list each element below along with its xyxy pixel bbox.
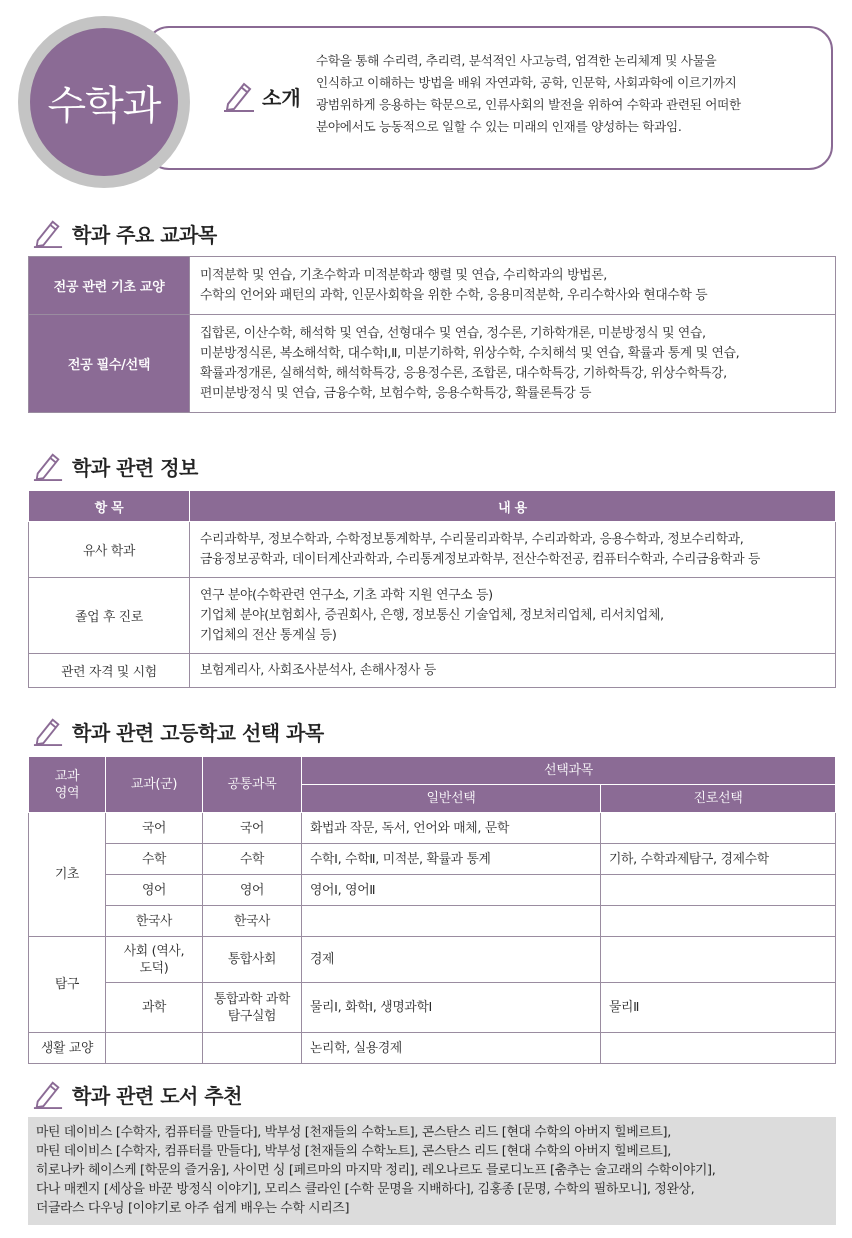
group-cell <box>106 1033 203 1064</box>
row-key: 전공 필수/선택 <box>29 315 190 413</box>
common-cell: 영어 <box>203 875 302 906</box>
common-cell: 한국사 <box>203 906 302 937</box>
header-area: 교과 영역 <box>54 768 80 801</box>
courses-table <box>28 256 836 413</box>
intro-line: 분야에서도 능동적으로 일할 수 있는 미래의 인재를 양성하는 학과임. <box>316 119 682 134</box>
career-cell <box>601 875 836 906</box>
value-line: 보험계리사, 사회조사분석사, 손해사정사 등 <box>200 662 436 678</box>
group-cell: 과학 <box>106 983 203 1033</box>
common-cell <box>203 983 302 1033</box>
career-cell <box>601 906 836 937</box>
row-value <box>190 315 836 413</box>
common-cell: 통합사회 <box>203 937 302 983</box>
general-cell: 화법과 작문, 독서, 언어와 매체, 문학 <box>302 813 601 844</box>
books-box <box>28 1117 836 1225</box>
group-cell: 한국사 <box>106 906 203 937</box>
intro-line: 수학을 통해 수리력, 추리력, 분석적인 사고능력, 엄격한 논리체계 및 사물을 <box>316 53 717 68</box>
value-line: 기업체의 전산 통계실 등) <box>200 627 337 643</box>
book-line: 더글라스 다우닝 [이야기로 아주 쉽게 배우는 수학 시리즈] <box>36 1201 350 1216</box>
area-cell: 기초 <box>29 813 106 937</box>
intro-line: 광범위하게 응용하는 학문으로, 인류사회의 발전을 위하여 수학과 관련된 어떠한 <box>316 97 741 112</box>
general-cell <box>302 906 601 937</box>
group-cell: 국어 <box>106 813 203 844</box>
common-text: 통합과학 과학탐구실험 <box>213 991 291 1024</box>
row-key: 전공 관련 기초 교양 <box>29 257 190 315</box>
column-header: 진로선택 <box>601 785 836 813</box>
value-line: 수리과학부, 정보수학과, 수학정보통계학부, 수리물리과학부, 수리과학과, 응용수학과, 정보수리학과, <box>200 531 744 547</box>
career-cell: 기하, 수학과제탐구, 경제수학 <box>601 844 836 875</box>
common-cell <box>203 1033 302 1064</box>
pencil-icon <box>32 1079 64 1109</box>
value-line: 금융정보공학과, 데이터계산과학과, 수리통계정보과학부, 전산수학전공, 컴퓨터수학과, 수리금융학과 등 <box>200 551 761 567</box>
header <box>0 0 852 200</box>
section-title-text: 학과 관련 정보 <box>72 455 198 480</box>
career-cell: 물리Ⅱ <box>601 983 836 1033</box>
table-row <box>29 257 836 315</box>
intro-line: 인식하고 이해하는 방법을 배워 자연과학, 공학, 인문학, 사회과학에 이르기까지 <box>316 75 737 90</box>
table-row <box>29 1033 836 1064</box>
intro-label <box>222 80 301 112</box>
section-title-courses <box>32 218 217 248</box>
row-key: 유사 학과 <box>29 522 190 578</box>
pencil-icon <box>32 716 64 746</box>
section-title-info <box>32 451 198 481</box>
table-row <box>29 875 836 906</box>
common-cell: 수학 <box>203 844 302 875</box>
career-cell <box>601 937 836 983</box>
table-row <box>29 578 836 654</box>
column-header <box>29 757 106 813</box>
value-line: 편미분방정식 및 연습, 금융수학, 보험수학, 응용수학특강, 확률론특강 등 <box>200 385 592 401</box>
column-header: 선택과목 <box>302 757 836 785</box>
value-line: 미적분학 및 연습, 기초수학과 미적분학과 행렬 및 연습, 수리학과의 방법론, <box>200 267 608 283</box>
general-cell: 물리Ⅰ, 화학Ⅰ, 생명과학Ⅰ <box>302 983 601 1033</box>
pencil-icon <box>32 218 64 248</box>
pencil-icon <box>222 80 256 112</box>
section-title-text: 학과 관련 고등학교 선택 과목 <box>72 720 324 745</box>
value-line: 수학의 언어와 패턴의 과학, 인문사회학을 위한 수학, 응용미적분학, 우리수학사와 현대수학 등 <box>200 287 708 303</box>
value-line: 확률과정개론, 실해석학, 해석학특강, 응용정수론, 조합론, 대수학특강, 기하학특강, 위상수학특강, <box>200 365 727 381</box>
table-row <box>29 522 836 578</box>
column-header: 공통과목 <box>203 757 302 813</box>
column-header: 항 목 <box>29 491 190 522</box>
table-header-row <box>29 491 836 522</box>
area-cell: 생활 교양 <box>29 1033 106 1064</box>
book-line: 마틴 데이비스 [수학자, 컴퓨터를 만들다], 박부성 [천재들의 수학노트], 콘스탄스 리드 [현대 수학의 아버지 힐베르트], <box>36 1144 671 1159</box>
book-line: 마틴 데이비스 [수학자, 컴퓨터를 만들다], 박부성 [천재들의 수학노트], 콘스탄스 리드 [현대 수학의 아버지 힐베르트], <box>36 1125 671 1140</box>
table-row <box>29 654 836 688</box>
table-row <box>29 983 836 1033</box>
value-line: 연구 분야(수학관련 연구소, 기초 과학 지원 연구소 등) <box>200 587 493 603</box>
general-cell: 경제 <box>302 937 601 983</box>
table-header-row <box>29 757 836 785</box>
section-title-hs <box>32 716 324 746</box>
info-table <box>28 491 836 688</box>
career-cell <box>601 813 836 844</box>
group-cell: 영어 <box>106 875 203 906</box>
table-row <box>29 906 836 937</box>
value-line: 집합론, 이산수학, 해석학 및 연습, 선형대수 및 연습, 정수론, 기하학개론, 미분방정식 및 연습, <box>200 325 706 341</box>
general-cell: 영어Ⅰ, 영어Ⅱ <box>302 875 601 906</box>
book-line: 히로나카 헤이스케 [학문의 즐거움], 사이먼 싱 [페르마의 마지막 정리], 레오나르도 믈로디노프 [춤추는 술고래의 수학이야기], <box>36 1163 716 1178</box>
intro-text <box>316 50 826 138</box>
value-line: 기업체 분야(보험회사, 증권회사, 은행, 정보통신 기술업체, 정보처리업체, 리서치업체, <box>200 607 664 623</box>
row-key: 관련 자격 및 시험 <box>29 654 190 688</box>
value-line: 미분방정식론, 복소해석학, 대수학Ⅰ,Ⅱ, 미분기하학, 위상수학, 수치해석 및 연습, 확률과 통계 및 연습, <box>200 345 740 361</box>
dept-name: 수학과 <box>47 82 161 129</box>
common-cell: 국어 <box>203 813 302 844</box>
row-value <box>190 578 836 654</box>
general-cell: 논리학, 실용경제 <box>302 1033 601 1064</box>
book-line: 다나 매켄지 [세상을 바꾼 방정식 이야기], 모리스 클라인 [수학 문명을 지배하다], 김홍종 [문명, 수학의 필하모니], 정완상, <box>36 1182 695 1197</box>
row-value <box>190 654 836 688</box>
section-title-books <box>32 1079 242 1109</box>
group-cell: 수학 <box>106 844 203 875</box>
pencil-icon <box>32 451 64 481</box>
intro-label-text: 소개 <box>262 85 301 110</box>
dept-badge <box>30 28 178 176</box>
row-key: 졸업 후 진로 <box>29 578 190 654</box>
group-text: 사회 (역사,도덕) <box>123 943 185 976</box>
career-cell <box>601 1033 836 1064</box>
row-value <box>190 257 836 315</box>
column-header: 내 용 <box>190 491 836 522</box>
column-header: 일반선택 <box>302 785 601 813</box>
area-cell: 탐구 <box>29 937 106 1033</box>
column-header: 교과(군) <box>106 757 203 813</box>
general-cell: 수학Ⅰ, 수학Ⅱ, 미적분, 확률과 통계 <box>302 844 601 875</box>
section-title-text: 학과 주요 교과목 <box>72 222 217 247</box>
row-value <box>190 522 836 578</box>
table-row <box>29 813 836 844</box>
section-title-text: 학과 관련 도서 추천 <box>72 1083 242 1108</box>
table-row <box>29 844 836 875</box>
table-row <box>29 937 836 983</box>
group-cell <box>106 937 203 983</box>
table-row <box>29 315 836 413</box>
hs-subjects-table <box>28 756 836 1064</box>
